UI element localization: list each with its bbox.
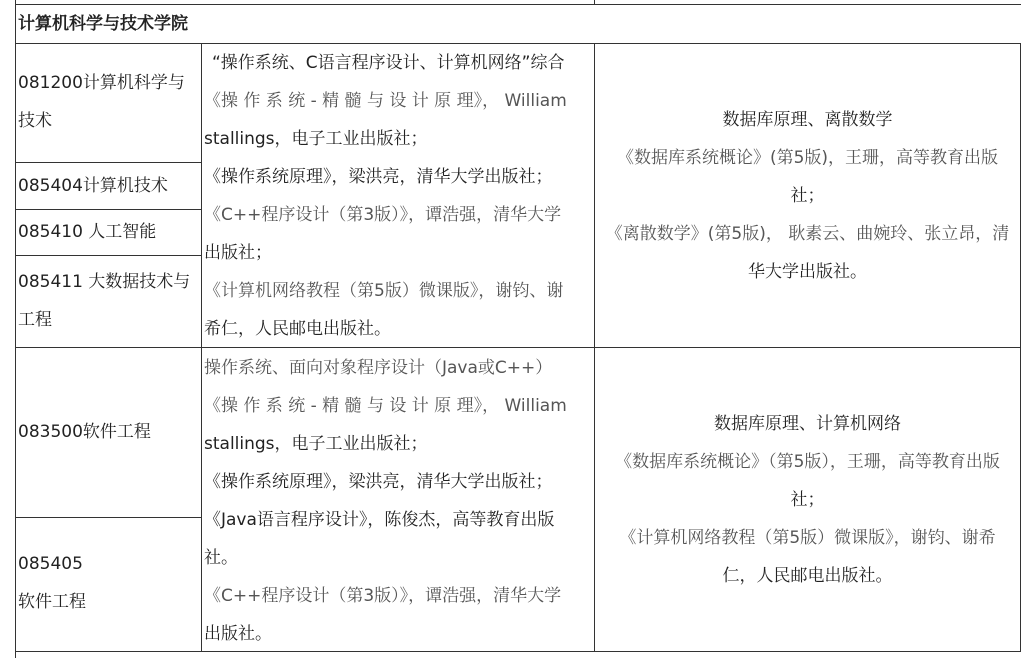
retest-line: 数据库原理、计算机网络 [714,414,901,434]
table-border [1020,43,1021,651]
retest-line: 华大学出版社。 [748,262,867,282]
exam-line: 《C++程序设计（第3版）》，谭浩强，清华大学 [204,586,562,606]
exam-line: 出版社。 [204,624,272,644]
retest-line: 数据库原理、离散数学 [722,110,893,130]
table-border [15,255,201,256]
retest-line: 《数据库系统概论》（第5版），王珊，高等教育出版 [615,452,1000,472]
exam-line: 《Java语言程序设计》，陈俊杰，高等教育出版 [204,510,555,530]
exam-line: 《操 作 系 统 - 精 髓 与 设 计 原 理》， William [204,396,567,416]
exam-line: 希仁，人民邮电出版社。 [204,319,391,339]
program-cs: 081200计算机科学与技术 [18,73,185,131]
exam-line: 出版社； [204,243,272,263]
table-border [15,209,201,210]
retest-subjects-1 [595,101,1020,291]
exam-line: 《操作系统原理》，梁洪亮，清华大学出版社； [204,167,553,187]
retest-subjects-2 [595,405,1020,595]
exam-line: stallings，电子工业出版社； [204,434,428,454]
exam-line: stallings，电子工业出版社； [204,129,428,149]
exam-line: 《C++程序设计（第3版）》，谭浩强，清华大学 [204,205,562,225]
retest-line: 《离散数学》(第5版)， 耿素云、曲婉玲、张立昂，清 [605,224,1010,244]
exam-subjects-1 [202,44,594,348]
table-border [15,517,201,518]
retest-line: 社； [790,490,825,510]
program-software-eng-code: 085405 [18,554,83,574]
exam-line: 《计算机网络教程（第5版）微课版》，谢钧、谢 [204,281,564,301]
exam-line: 《操 作 系 统 - 精 髓 与 设 计 原 理》， William [204,91,567,111]
program-software-eng: 083500软件工程 [18,422,151,442]
table-border [594,0,595,4]
department-header: 计算机科学与技术学院 [18,14,188,34]
exam-line: 《操作系统原理》，梁洪亮，清华大学出版社； [204,472,553,492]
retest-line: 《数据库系统概论》(第5版)，王珊，高等教育出版 [616,148,999,168]
program-ai: 085410 人工智能 [18,222,157,242]
exam-line: 社。 [204,548,238,568]
retest-line: 仁，人民邮电出版社。 [722,566,893,586]
program-big-data: 085411 大数据技术与工程 [18,272,191,330]
retest-line: 《计算机网络教程（第5版）微课版》，谢钧、谢希 [619,528,996,548]
exam-line: “操作系统、C语言程序设计、计算机网络”综合 [212,53,565,73]
exam-subjects-2 [202,349,594,653]
exam-line: 操作系统、面向对象程序设计（Java或C++） [204,358,553,378]
retest-line: 社； [790,186,825,206]
table-border [15,162,201,163]
program-software-eng-name: 软件工程 [18,592,86,612]
program-computer-tech: 085404计算机技术 [18,176,168,196]
